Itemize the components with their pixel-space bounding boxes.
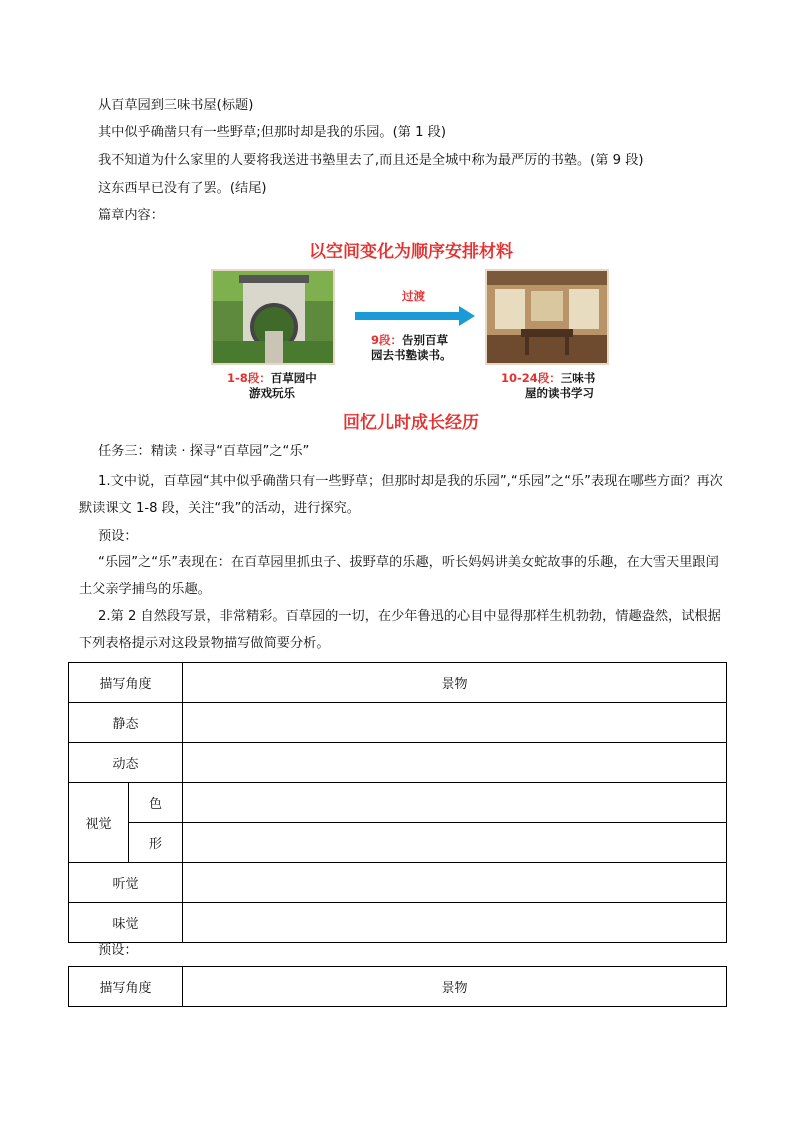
text-content-label: 篇章内容： <box>98 208 164 223</box>
right-caption-2: 屋的读书学习 <box>525 386 594 400</box>
diagram-bottom-title: 回忆儿时成长经历 <box>343 413 479 433</box>
transition-label: 过渡 <box>402 289 425 303</box>
table-row <box>69 823 727 863</box>
cell-dynamic[interactable] <box>183 743 727 783</box>
text-title-reference: 从百草园到三味书屋(标题) <box>98 98 254 113</box>
left-caption-red: 1-8段： <box>227 371 271 385</box>
text-quote-1: 其中似乎确凿只有一些野草;但那时却是我的乐园。(第 1 段) <box>98 125 447 140</box>
preset-2-label: 预设： <box>98 943 138 958</box>
transition-caption <box>371 333 452 363</box>
task3-title: 任务三：精读 · 探寻“百草园”之“乐” <box>98 444 310 459</box>
transition-caption-red: 9段： <box>371 333 403 347</box>
cell-hearing[interactable] <box>183 863 727 903</box>
cell-taste[interactable] <box>183 903 727 943</box>
question-1: 1.文中说，百草园“其中似乎确凿只有一些野草；但那时却是我的乐园”,“乐园”之“乐”表现在哪些方面？再次默读课文 1-8 段，关注“我”的活动，进行探究。 <box>79 474 723 516</box>
garden-gate-image <box>211 269 335 365</box>
table-row <box>69 743 727 783</box>
study-room-image <box>485 269 609 365</box>
left-caption-2: 游戏玩乐 <box>249 386 295 400</box>
table-row <box>69 863 727 903</box>
diagram-title: 以空间变化为顺序安排材料 <box>309 242 513 262</box>
cell-color[interactable] <box>183 783 727 823</box>
question-2: 2.第 2 自然段写景，非常精彩。百草园的一切，在少年鲁迅的心目中显得那样生机勃勃，情趣盎然，试根据下列表格提示对这段景物描写做简要分析。 <box>79 609 721 651</box>
row-taste: 味觉 <box>69 903 183 943</box>
left-caption-1: 百草园中 <box>270 371 317 385</box>
table-row <box>69 783 727 823</box>
header-angle-2: 描写角度 <box>69 967 183 1007</box>
row-hearing: 听觉 <box>69 863 183 903</box>
right-caption-1: 三味书 <box>560 371 596 385</box>
table-row <box>69 903 727 943</box>
structure-diagram <box>205 232 617 434</box>
row-dynamic: 动态 <box>69 743 183 783</box>
table-row <box>69 663 727 703</box>
left-caption <box>227 371 317 401</box>
text-quote-9: 我不知道为什么家里的人要将我送进书塾里去了,而且还是全城中称为最严厉的书塾。(第 9 段) <box>98 153 644 168</box>
right-caption-red: 10-24段： <box>501 371 561 385</box>
answer-table <box>68 966 727 1007</box>
header-scene-2: 景物 <box>183 967 727 1007</box>
right-caption <box>501 371 595 401</box>
text-ending: 这东西早已没有了罢。(结尾) <box>98 181 267 196</box>
table-row <box>69 703 727 743</box>
arrow-right-icon <box>355 306 475 326</box>
row-shape: 形 <box>129 823 183 863</box>
cell-static[interactable] <box>183 703 727 743</box>
header-scene: 景物 <box>183 663 727 703</box>
transition-caption-2: 园去书塾读书。 <box>371 348 452 362</box>
row-color: 色 <box>129 783 183 823</box>
table-row <box>69 967 727 1007</box>
row-visual: 视觉 <box>69 783 129 863</box>
transition-caption-1: 告别百草 <box>402 333 449 347</box>
analysis-table <box>68 662 727 943</box>
header-angle: 描写角度 <box>69 663 183 703</box>
preset-1-label: 预设： <box>98 529 138 544</box>
preset-1-answer: “乐园”之“乐”表现在：在百草园里抓虫子、拔野草的乐趣，听长妈妈讲美女蛇故事的乐趣，在大雪天里跟闰土父亲学捕鸟的乐趣。 <box>79 555 719 597</box>
row-static: 静态 <box>69 703 183 743</box>
cell-shape[interactable] <box>183 823 727 863</box>
